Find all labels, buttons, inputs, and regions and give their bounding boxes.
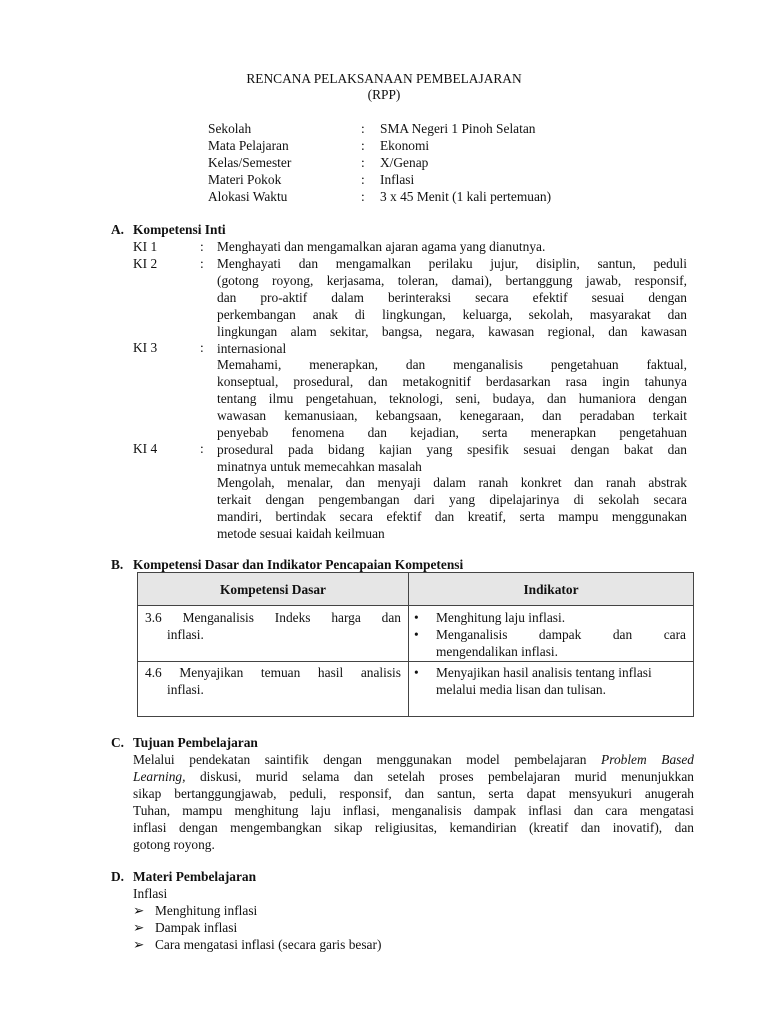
table-divider — [138, 661, 693, 662]
paragraph-line — [133, 768, 694, 785]
arrow-bullet-icon: ➢ — [133, 903, 145, 918]
ki-label: KI 3 — [133, 340, 158, 355]
document-subtitle: (RPP) — [367, 87, 401, 102]
identity-value: 3 x 45 Menit (1 kali pertemuan) — [380, 189, 552, 204]
paragraph-text: Melalui pendekatan saintifik dengan menggunakan model pembelajaran — [133, 752, 602, 767]
list-item-text: Cara mengatasi inflasi (secara garis besar) — [155, 937, 382, 952]
ki-colon: : — [200, 256, 204, 271]
section-c-title: Tujuan Pembelajaran — [133, 735, 258, 750]
kd-text: 4.6 Menyajikan temuan hasil analisis — [145, 665, 401, 680]
ki-line: Menghayati dan mengamalkan perilaku jujur, disiplin, santun, peduli — [217, 256, 687, 271]
bullet-icon: • — [414, 627, 419, 642]
indicator-text: mengendalikan inflasi. — [436, 644, 558, 659]
ki-line: terkait dengan pengembangan dari yang dipelajarinya di sekolah secara — [217, 492, 687, 507]
indicator-text: Menganalisis dampak dan cara — [436, 627, 686, 642]
section-d-letter: D. — [111, 869, 125, 884]
ki-line: lingkungan alam sekitar, bangsa, negara, kawasan regional, dan kawasan — [217, 324, 687, 339]
arrow-bullet-icon: ➢ — [133, 920, 145, 935]
paragraph-text: diskusi, murid selama dan setelah proses pembelajaran murid menunjukkan — [185, 769, 694, 784]
section-c-letter: C. — [111, 735, 125, 750]
paragraph-line: gotong royong. — [133, 837, 215, 852]
ki-line: wawasan kemanusiaan, kebangsaan, kenegaraan, dan peradaban terkait — [217, 408, 687, 423]
kd-text: inflasi. — [167, 682, 204, 697]
indicator-item — [436, 626, 686, 660]
table-row — [145, 664, 401, 698]
ki-line: penyebab fenomena dan kejadian, serta menerapkan pengetahuan — [217, 425, 687, 440]
ki-line: perkembangan anak di lingkungan, keluarga, sekolah, masyarakat dan — [217, 307, 687, 322]
identity-value: Inflasi — [380, 172, 415, 187]
ki-line: Mengolah, menalar, dan menyaji dalam ranah konkret dan ranah abstrak — [217, 475, 687, 490]
table-row — [145, 609, 401, 643]
indicator-item — [436, 609, 686, 626]
section-b-letter: B. — [111, 557, 124, 572]
paragraph-line — [133, 751, 694, 768]
table-header-indicator: Indikator — [523, 582, 579, 597]
ki-line: konseptual, prosedural, dan metakognitif berdasarkan rasa ingin tahunya — [217, 374, 687, 389]
identity-value: X/Genap — [380, 155, 429, 170]
competency-table — [137, 572, 694, 717]
ki-line: minatnya untuk memecahkan masalah — [217, 459, 422, 474]
ki-label: KI 1 — [133, 239, 158, 254]
identity-label: Materi Pokok — [208, 172, 282, 187]
ki-colon: : — [200, 441, 204, 456]
model-name-text: Problem Based — [601, 752, 694, 767]
ki-line: dan pro-aktif dalam berinteraksi secara efektif sesuai dengan — [217, 290, 687, 305]
indicator-item — [436, 664, 686, 698]
identity-label: Alokasi Waktu — [208, 189, 288, 204]
ki-line: metode sesuai kaidah keilmuan — [217, 526, 385, 541]
ki-line: mandiri, bertindak secara efektif dan kreatif, serta mampu menggunakan — [217, 509, 687, 524]
identity-colon: : — [361, 172, 365, 187]
identity-value: SMA Negeri 1 Pinoh Selatan — [380, 121, 536, 136]
ki-text — [217, 356, 687, 475]
document-title: RENCANA PELAKSANAAN PEMBELAJARAN — [246, 71, 522, 86]
identity-label: Sekolah — [208, 121, 252, 136]
list-item-text: Menghitung inflasi — [155, 903, 258, 918]
section-a-title: Kompetensi Inti — [133, 222, 226, 237]
table-header-kd: Kompetensi Dasar — [219, 582, 326, 597]
ki-colon: : — [200, 340, 204, 355]
identity-colon: : — [361, 121, 365, 136]
section-b-title: Kompetensi Dasar dan Indikator Pencapaian Kompetensi — [133, 557, 464, 572]
ki-line: Memahami, menerapkan, dan menganalisis pengetahuan faktual, — [217, 357, 687, 372]
identity-colon: : — [361, 138, 365, 153]
identity-label: Kelas/Semester — [208, 155, 292, 170]
bullet-icon: • — [414, 665, 419, 680]
ki-line: prosedural pada bidang kajian yang spesifik sesuai dengan bakat dan — [217, 442, 687, 457]
list-item-text: Dampak inflasi — [155, 920, 238, 935]
kd-text: inflasi. — [167, 627, 204, 642]
paragraph-line: Tuhan, mampu menghitung laju inflasi, menganalisis dampak inflasi dan cara mengatasi — [133, 803, 694, 818]
ki-label: KI 2 — [133, 256, 158, 271]
identity-colon: : — [361, 189, 365, 204]
indicator-text: melalui media lisan dan tulisan. — [436, 682, 606, 697]
paragraph-line: sikap bertanggungjawab, peduli, responsif, dan santun, serta dapat mensyukuri anugerah — [133, 786, 694, 801]
learning-objective-paragraph — [133, 751, 694, 853]
section-a-letter: A. — [111, 222, 125, 237]
list-item — [133, 919, 237, 936]
ki-text — [217, 474, 687, 542]
identity-label: Mata Pelajaran — [208, 138, 289, 153]
kd-text: 3.6 Menganalisis Indeks harga dan — [145, 610, 401, 625]
ki-line: (gotong royong, kerjasama, toleran, damai), bertanggung jawab, responsif, — [217, 273, 687, 288]
bullet-icon: • — [414, 610, 419, 625]
ki-label: KI 4 — [133, 441, 158, 456]
list-item — [133, 902, 257, 919]
ki-line: tentang ilmu pengetahuan, teknologi, seni, budaya, dan humaniora dengan — [217, 391, 687, 406]
section-d-title: Materi Pembelajaran — [133, 869, 257, 884]
material-intro: Inflasi — [133, 886, 168, 901]
identity-value: Ekonomi — [380, 138, 430, 153]
ki-colon: : — [200, 239, 204, 254]
model-name-text: Learning, — [133, 769, 186, 784]
identity-colon: : — [361, 155, 365, 170]
ki-line: internasional — [217, 341, 287, 356]
paragraph-line: inflasi dengan mengembangkan sikap religiusitas, kemandirian (kreatif dan inovatif), dan — [133, 820, 694, 835]
ki-line: Menghayati dan mengamalkan ajaran agama yang dianutnya. — [217, 239, 546, 254]
indicator-text: Menyajikan hasil analisis tentang inflasi — [436, 665, 652, 680]
ki-text — [217, 255, 687, 357]
list-item — [133, 936, 381, 953]
ki-text — [217, 238, 687, 255]
arrow-bullet-icon: ➢ — [133, 937, 145, 952]
indicator-text: Menghitung laju inflasi. — [436, 610, 566, 625]
